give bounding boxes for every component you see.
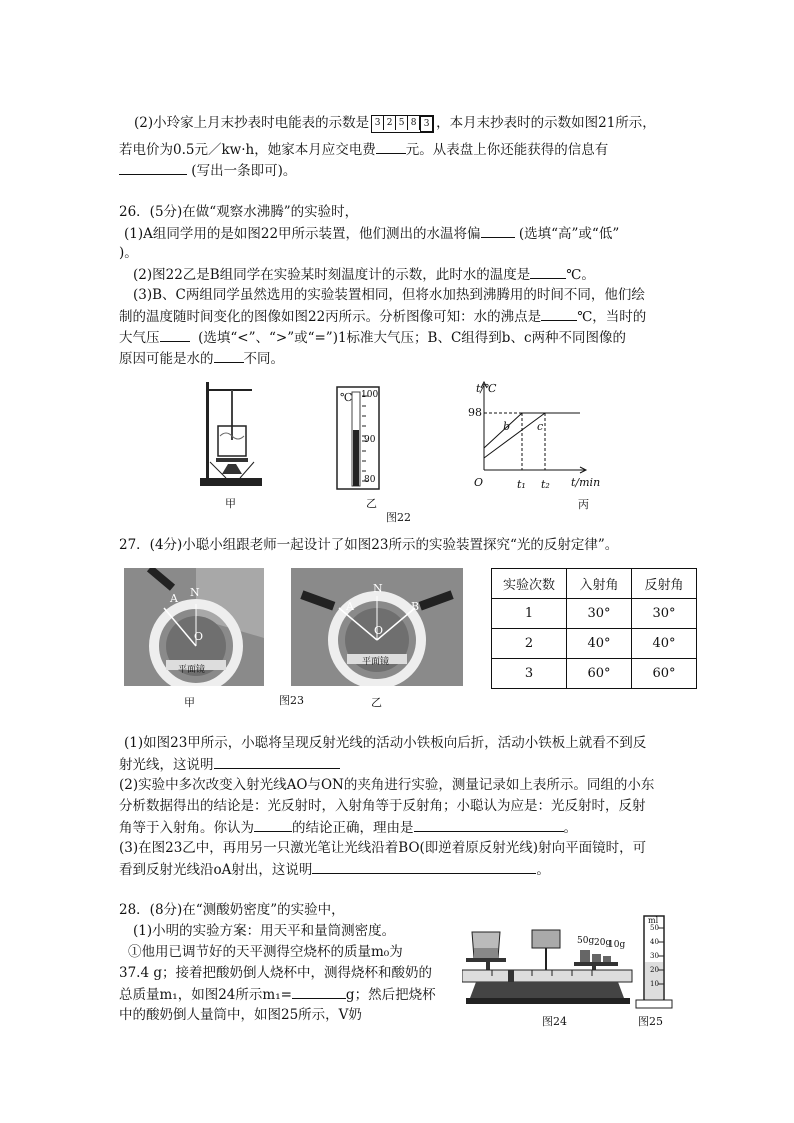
weight-50g: 50g — [577, 936, 595, 946]
graph-t1: t₁ — [517, 478, 526, 491]
weight-20g: 20g — [594, 938, 612, 948]
cylinder-tick-30: 30 — [650, 952, 659, 960]
reflection-data-table — [491, 568, 697, 689]
q25-text-a: (2)小玲家上月末抄表时电能表的示数是 — [134, 115, 370, 131]
meter-reading: 3 2 5 8 3 — [371, 115, 434, 133]
q25-line3: (写出一条即可)。 — [119, 160, 296, 181]
cylinder-unit: ml — [648, 916, 659, 925]
q26-p3b: 制的温度随时间变化的图像如图22丙所示。分析图像可知：水的沸点是 ℃，当时的 — [119, 306, 646, 327]
photo-yi-A: A — [346, 600, 354, 613]
table-row — [492, 629, 697, 659]
photo-jia-N: N — [190, 586, 200, 599]
q28-p3: 37.4 g；接着把酸奶倒人烧杯中，测得烧杯和酸奶的 — [119, 965, 432, 981]
q27-p3a: (3)在图23乙中，再用另一只激光笔让光线沿着BO(即逆着原反射光线)射向平面镜时，可 — [119, 840, 647, 856]
q28-p4: 总质量m₁，如图24所示m₁= g；然后把烧杯 — [119, 984, 436, 1005]
q26-p3d: 大气压 (选填“<”、“>”或“=”)1标准大气压；B、C组得到b、c两种不同图像的 — [119, 327, 626, 348]
fig23-label-yi: 乙 — [371, 696, 382, 709]
thermo-unit: ℃ — [340, 391, 353, 404]
figure-22-apparatus — [196, 378, 266, 490]
answer-blank-27-2b[interactable] — [414, 817, 564, 832]
table-row — [492, 599, 697, 629]
q28-p2: ①他用已调节好的天平测得空烧杯的质量m₀为 — [128, 944, 403, 960]
q26-p3f: 原因可能是水的 不同。 — [119, 348, 284, 369]
fig23-label-jia: 甲 — [184, 696, 195, 709]
table-cell: 1 — [492, 599, 567, 629]
q25-text-b: ，本月末抄表时的示数如图21所示， — [436, 115, 656, 131]
table-header-row — [492, 569, 697, 599]
cylinder-tick-40: 40 — [650, 938, 659, 946]
fig25-caption: 图25 — [638, 1015, 663, 1028]
table-cell: 60° — [567, 659, 632, 689]
photo-jia-plate: 平面镜 — [178, 665, 206, 675]
table-cell: 2 — [492, 629, 567, 659]
answer-blank-27-1[interactable] — [214, 754, 340, 769]
weight-10g: 10g — [608, 940, 626, 950]
photo-jia-A: A — [170, 592, 178, 605]
table-cell: 60° — [632, 659, 697, 689]
answer-blank-26-3a[interactable] — [541, 306, 577, 321]
answer-blank-26-1[interactable] — [481, 223, 515, 238]
q26-p1: (1)A组同学用的是如图22甲所示装置，他们测出的水温将偏 (选填“高”或“低” — [124, 223, 619, 244]
q26-p2: (2)图22乙是B组同学在实验某时刻温度计的示数，此时水的温度是 ℃。 — [133, 264, 595, 285]
q27-heading: 27．(4分)小聪小组跟老师一起设计了如图23所示的实验装置探究“光的反射定律”。 — [119, 537, 619, 553]
table-header: 反射角 — [632, 569, 697, 599]
q25-line1 — [134, 113, 656, 133]
graph-t2: t₂ — [541, 478, 550, 491]
table-cell: 30° — [632, 599, 697, 629]
q27-p2c: 角等于入射角。你认为 的结论正确，理由是 。 — [119, 817, 577, 838]
graph-xlabel: t/min — [571, 476, 601, 489]
thermo-tick-80: 80 — [364, 475, 376, 485]
q27-p2b: 分析数据得出的结论是：光反射时，入射角等于反射角；小聪认为应是：光反射时，反射 — [119, 798, 646, 814]
answer-blank-27-3[interactable] — [312, 859, 536, 874]
answer-blank-26-3b[interactable] — [160, 327, 190, 342]
graph-origin: O — [474, 476, 484, 489]
q27-p3b: 看到反射光线沿oA射出，这说明 。 — [119, 859, 550, 880]
answer-blank-26-3c[interactable] — [214, 348, 244, 363]
graph-y98: 98 — [468, 406, 482, 419]
fig22-label-yi: 乙 — [366, 497, 377, 510]
answer-blank-28-m1[interactable] — [292, 984, 346, 999]
fig22-label-bing: 丙 — [578, 498, 589, 511]
table-cell: 3 — [492, 659, 567, 689]
fig24-caption: 图24 — [542, 1015, 567, 1028]
q27-p1b: 射光线，这说明 — [119, 754, 340, 775]
q28-p5: 中的酸奶倒人量筒中，如图25所示，V奶 — [119, 1007, 362, 1023]
fig23-caption: 图23 — [279, 694, 304, 707]
answer-blank-26-2[interactable] — [530, 264, 566, 279]
answer-blank-fee[interactable] — [376, 139, 406, 154]
photo-yi-O: O — [374, 624, 384, 637]
table-cell: 40° — [567, 629, 632, 659]
q26-p3a: (3)B、C两组同学虽然选用的实验装置相同，但将水加热到沸腾用的时间不同，他们绘 — [133, 287, 645, 303]
graph-series-b: b — [503, 420, 511, 433]
photo-yi-plate: 平面镜 — [362, 657, 390, 667]
thermo-tick-90: 90 — [364, 435, 376, 445]
photo-yi-N: N — [373, 582, 383, 595]
q28-p1: (1)小明的实验方案：用天平和量筒测密度。 — [133, 923, 396, 939]
table-header: 实验次数 — [492, 569, 567, 599]
q26-heading: 26．(5分)在做“观察水沸腾”的实验时， — [119, 204, 359, 220]
q27-p2a: (2)实验中多次改变入射光线AO与ON的夹角进行实验，测量记录如上表所示。同组的小东 — [119, 777, 655, 793]
q25-line2: 若电价为0.5元／kw·h，她家本月应交电费 元。从表盘上你还能获得的信息有 — [119, 139, 608, 160]
table-row — [492, 659, 697, 689]
q26-p1c: )。 — [119, 245, 138, 261]
q28-heading: 28．(8分)在“测酸奶密度”的实验中， — [119, 902, 345, 918]
q27-p1a: (1)如图23甲所示，小聪将呈现反射光线的活动小铁板向后折，活动小铁板上就看不到反 — [124, 735, 647, 751]
photo-jia-O: O — [194, 630, 204, 643]
table-header: 入射角 — [567, 569, 632, 599]
cylinder-tick-50: 50 — [650, 924, 659, 932]
figure-22-graph — [470, 380, 590, 480]
thermo-tick-100: 100 — [361, 390, 379, 400]
photo-yi-B: B — [411, 600, 420, 613]
graph-ylabel: t/℃ — [476, 382, 497, 395]
cylinder-tick-10: 10 — [650, 980, 659, 988]
graph-series-c: c — [537, 420, 544, 433]
fig22-caption: 图22 — [386, 511, 411, 524]
answer-blank-info[interactable] — [119, 160, 187, 175]
fig22-label-jia: 甲 — [225, 497, 236, 510]
table-cell: 40° — [632, 629, 697, 659]
answer-blank-27-2a[interactable] — [254, 817, 292, 832]
cylinder-tick-20: 20 — [650, 966, 659, 974]
table-cell: 30° — [567, 599, 632, 629]
